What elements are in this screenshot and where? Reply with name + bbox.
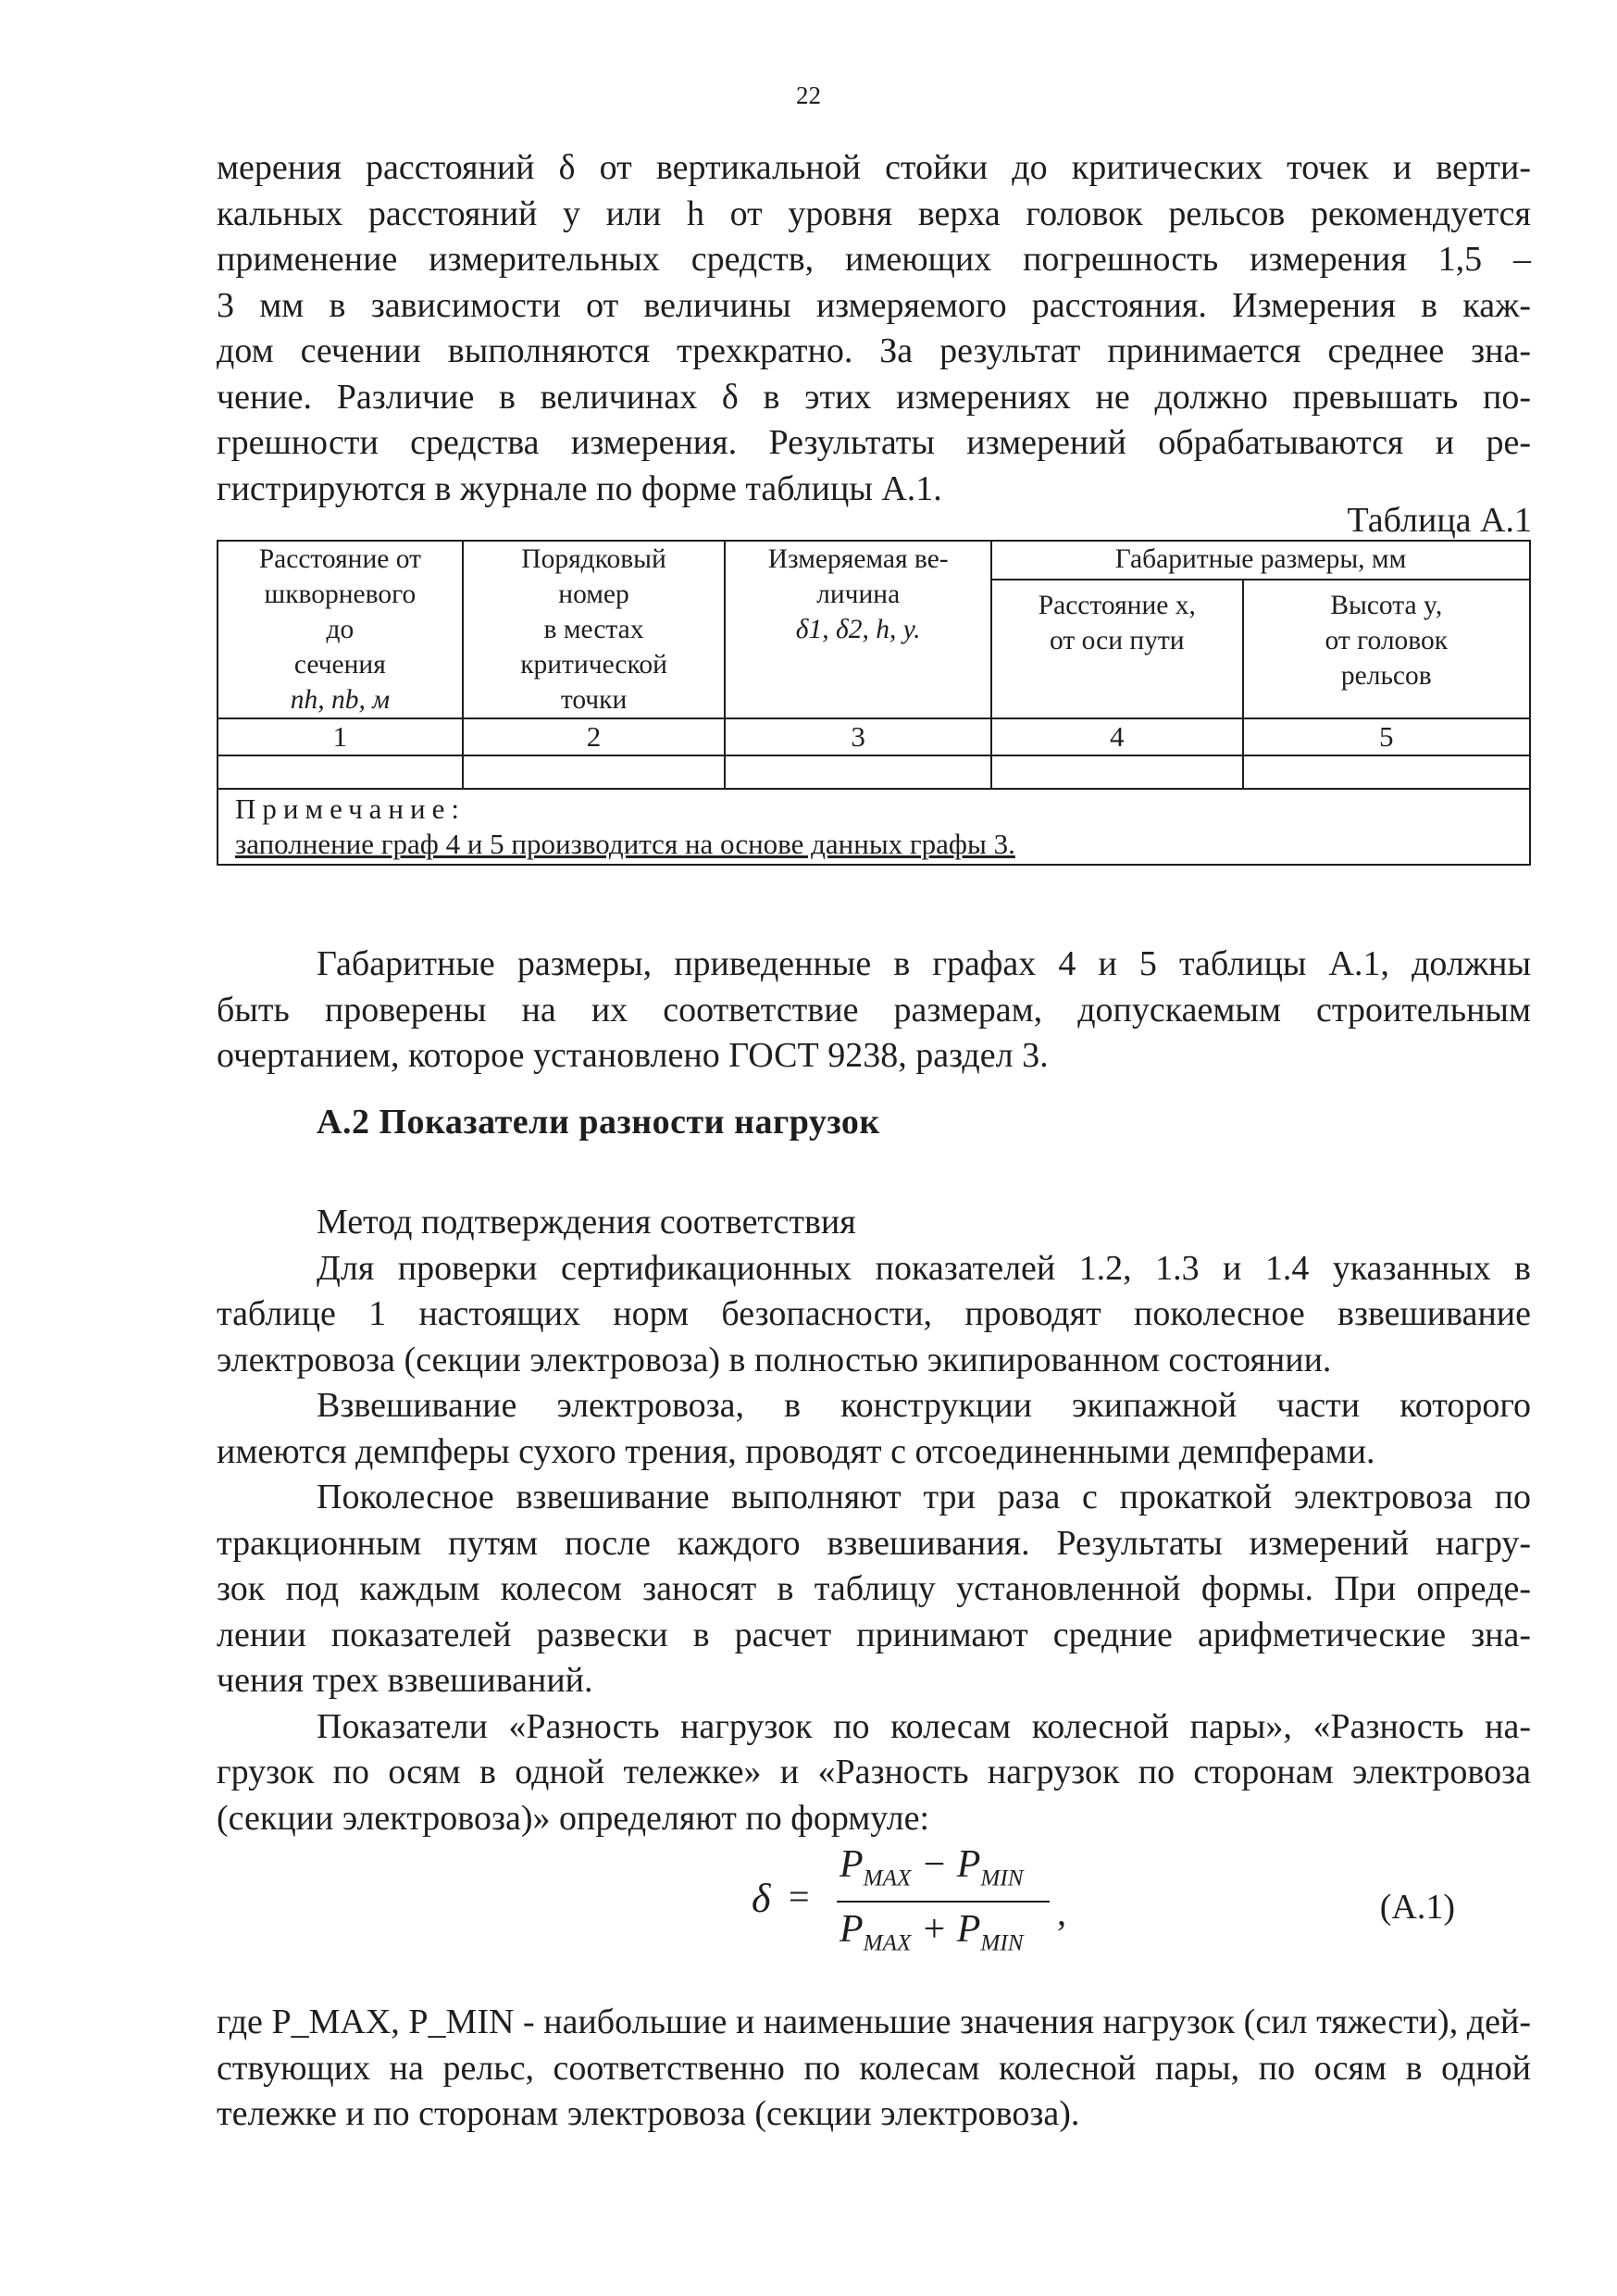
column-number: 2 xyxy=(463,718,726,755)
text-line: лении показателей развески в расчет принимают средние арифметические зна- xyxy=(217,1615,1531,1654)
measurement-table xyxy=(217,540,1531,866)
text-line: быть проверены на их соответствие размерам, допускаемым строительным xyxy=(217,990,1531,1029)
text-line: гистрируются в журнале по форме таблицы А.1. xyxy=(217,468,942,508)
header-distance: Расстояние от шкворневого до сечения nh, nb, м xyxy=(218,541,463,718)
text-line: ствующих на рельс, соответственно по колесам колесной пары, по осям в одной xyxy=(217,2048,1531,2088)
text-line: Взвешивание электровоза, в конструкции экипажной части которого xyxy=(317,1386,1531,1425)
text-line: имеются демпферы сухого трения, проводят с отсоединенными демпферами. xyxy=(217,1431,1375,1471)
method-title: Метод подтверждения соответствия xyxy=(317,1203,856,1242)
text-line: таблице 1 настоящих норм безопасности, проводят поколесное взвешивание xyxy=(217,1294,1531,1333)
text-line: дом сечении выполняются трехкратно. За результат принимается среднее зна- xyxy=(217,331,1531,370)
column-number: 1 xyxy=(218,718,463,755)
formula-equals: = xyxy=(789,1876,810,1917)
text-line: Поколесное взвешивание выполняют три раза с прокаткой электровоза по xyxy=(317,1478,1531,1516)
formula-a1 xyxy=(752,1842,1455,1981)
empty-cell xyxy=(463,755,726,789)
empty-cell xyxy=(725,755,991,789)
text-line: 3 мм в зависимости от величины измеряемого расстояния. Измерения в каж- xyxy=(217,285,1531,325)
text-line: применение измерительных средств, имеющих погрешность измерения 1,5 – xyxy=(217,240,1531,279)
text-line: Показатели «Разность нагрузок по колесам колесной пары», «Разность на- xyxy=(317,1706,1531,1746)
column-number: 5 xyxy=(1243,718,1530,755)
text-line: где P_MAX, P_MIN - наибольшие и наименьшие значения нагрузок (сил тяжести), дей- xyxy=(217,2003,1531,2041)
fraction-bar xyxy=(837,1901,1050,1903)
empty-cell xyxy=(218,755,463,789)
text-line: грешности средства измерения. Результаты измерений обрабатываются и ре- xyxy=(217,423,1531,462)
intro-paragraph xyxy=(217,145,1531,512)
header-ordinal: Порядковый номер в местах критической точки xyxy=(463,541,726,718)
text-line: мерения расстояний δ от вертикальной стойки до критических точек и верти- xyxy=(217,148,1531,187)
paragraph-where xyxy=(217,2000,1531,2138)
text-line: чения трех взвешиваний. xyxy=(217,1661,593,1700)
text-line: грузок по осям в одной тележке» и «Разность нагрузок по сторонам электровоза xyxy=(217,1753,1531,1791)
header-dimensions: Габаритные размеры, мм xyxy=(991,541,1530,580)
table-caption: Таблица А.1 xyxy=(1347,501,1532,540)
header-height-y: Высота y, от головок рельсов xyxy=(1243,580,1530,718)
text-line: Габаритные размеры, приведенные в графах 4 и 5 таблицы А.1, должны xyxy=(317,944,1531,983)
text-line: тракционным путям после каждого взвешивания. Результаты измерений нагру- xyxy=(217,1523,1531,1563)
formula-lhs: δ xyxy=(752,1876,771,1921)
section-heading: А.2 Показатели разности нагрузок xyxy=(317,1103,880,1142)
empty-cell xyxy=(1243,755,1530,789)
formula-label: (А.1) xyxy=(1379,1888,1455,1927)
formula-comma: , xyxy=(1057,1891,1066,1933)
text-line: электровоза (секции электровоза) в полностью экипированном состоянии. xyxy=(217,1340,1332,1379)
note-text: заполнение граф 4 и 5 производится на основе данных графы 3. xyxy=(235,828,1015,860)
note-label: Примечание: xyxy=(235,792,466,825)
text-line: чение. Различие в величинах δ в этих измерениях не должно превышать по- xyxy=(217,377,1531,417)
column-number: 3 xyxy=(725,718,991,755)
text-line: (секции электровоза)» определяют по формуле: xyxy=(217,1798,930,1838)
table-note xyxy=(218,789,1530,865)
header-distance-x: Расстояние x, от оси пути xyxy=(991,580,1243,718)
page-number: 22 xyxy=(796,81,821,109)
formula-numerator: $P_{MAX} - P_{MIN}$ xyxy=(840,1843,1024,1891)
empty-cell xyxy=(991,755,1243,789)
formula-denominator: $P_{MAX} + P_{MIN}$ xyxy=(840,1908,1024,1956)
paragraph-dimensions xyxy=(217,942,1531,1079)
header-measured: Измеряемая ве- личина δ1, δ2, h, y. xyxy=(725,541,991,718)
text-line: кальных расстояний y или h от уровня верха головок рельсов рекомендуется xyxy=(217,193,1531,233)
column-number: 4 xyxy=(991,718,1243,755)
method-block xyxy=(217,1200,1531,1841)
text-line: Для проверки сертификационных показателей 1.2, 1.3 и 1.4 указанных в xyxy=(317,1248,1531,1288)
text-line: тележке и по сторонам электровоза (секции электровоза). xyxy=(217,2094,1080,2133)
text-line: очертанием, которое установлено ГОСТ 9238, раздел 3. xyxy=(217,1036,1049,1075)
text-line: зок под каждым колесом заносят в таблицу установленной формы. При опреде- xyxy=(217,1569,1531,1608)
